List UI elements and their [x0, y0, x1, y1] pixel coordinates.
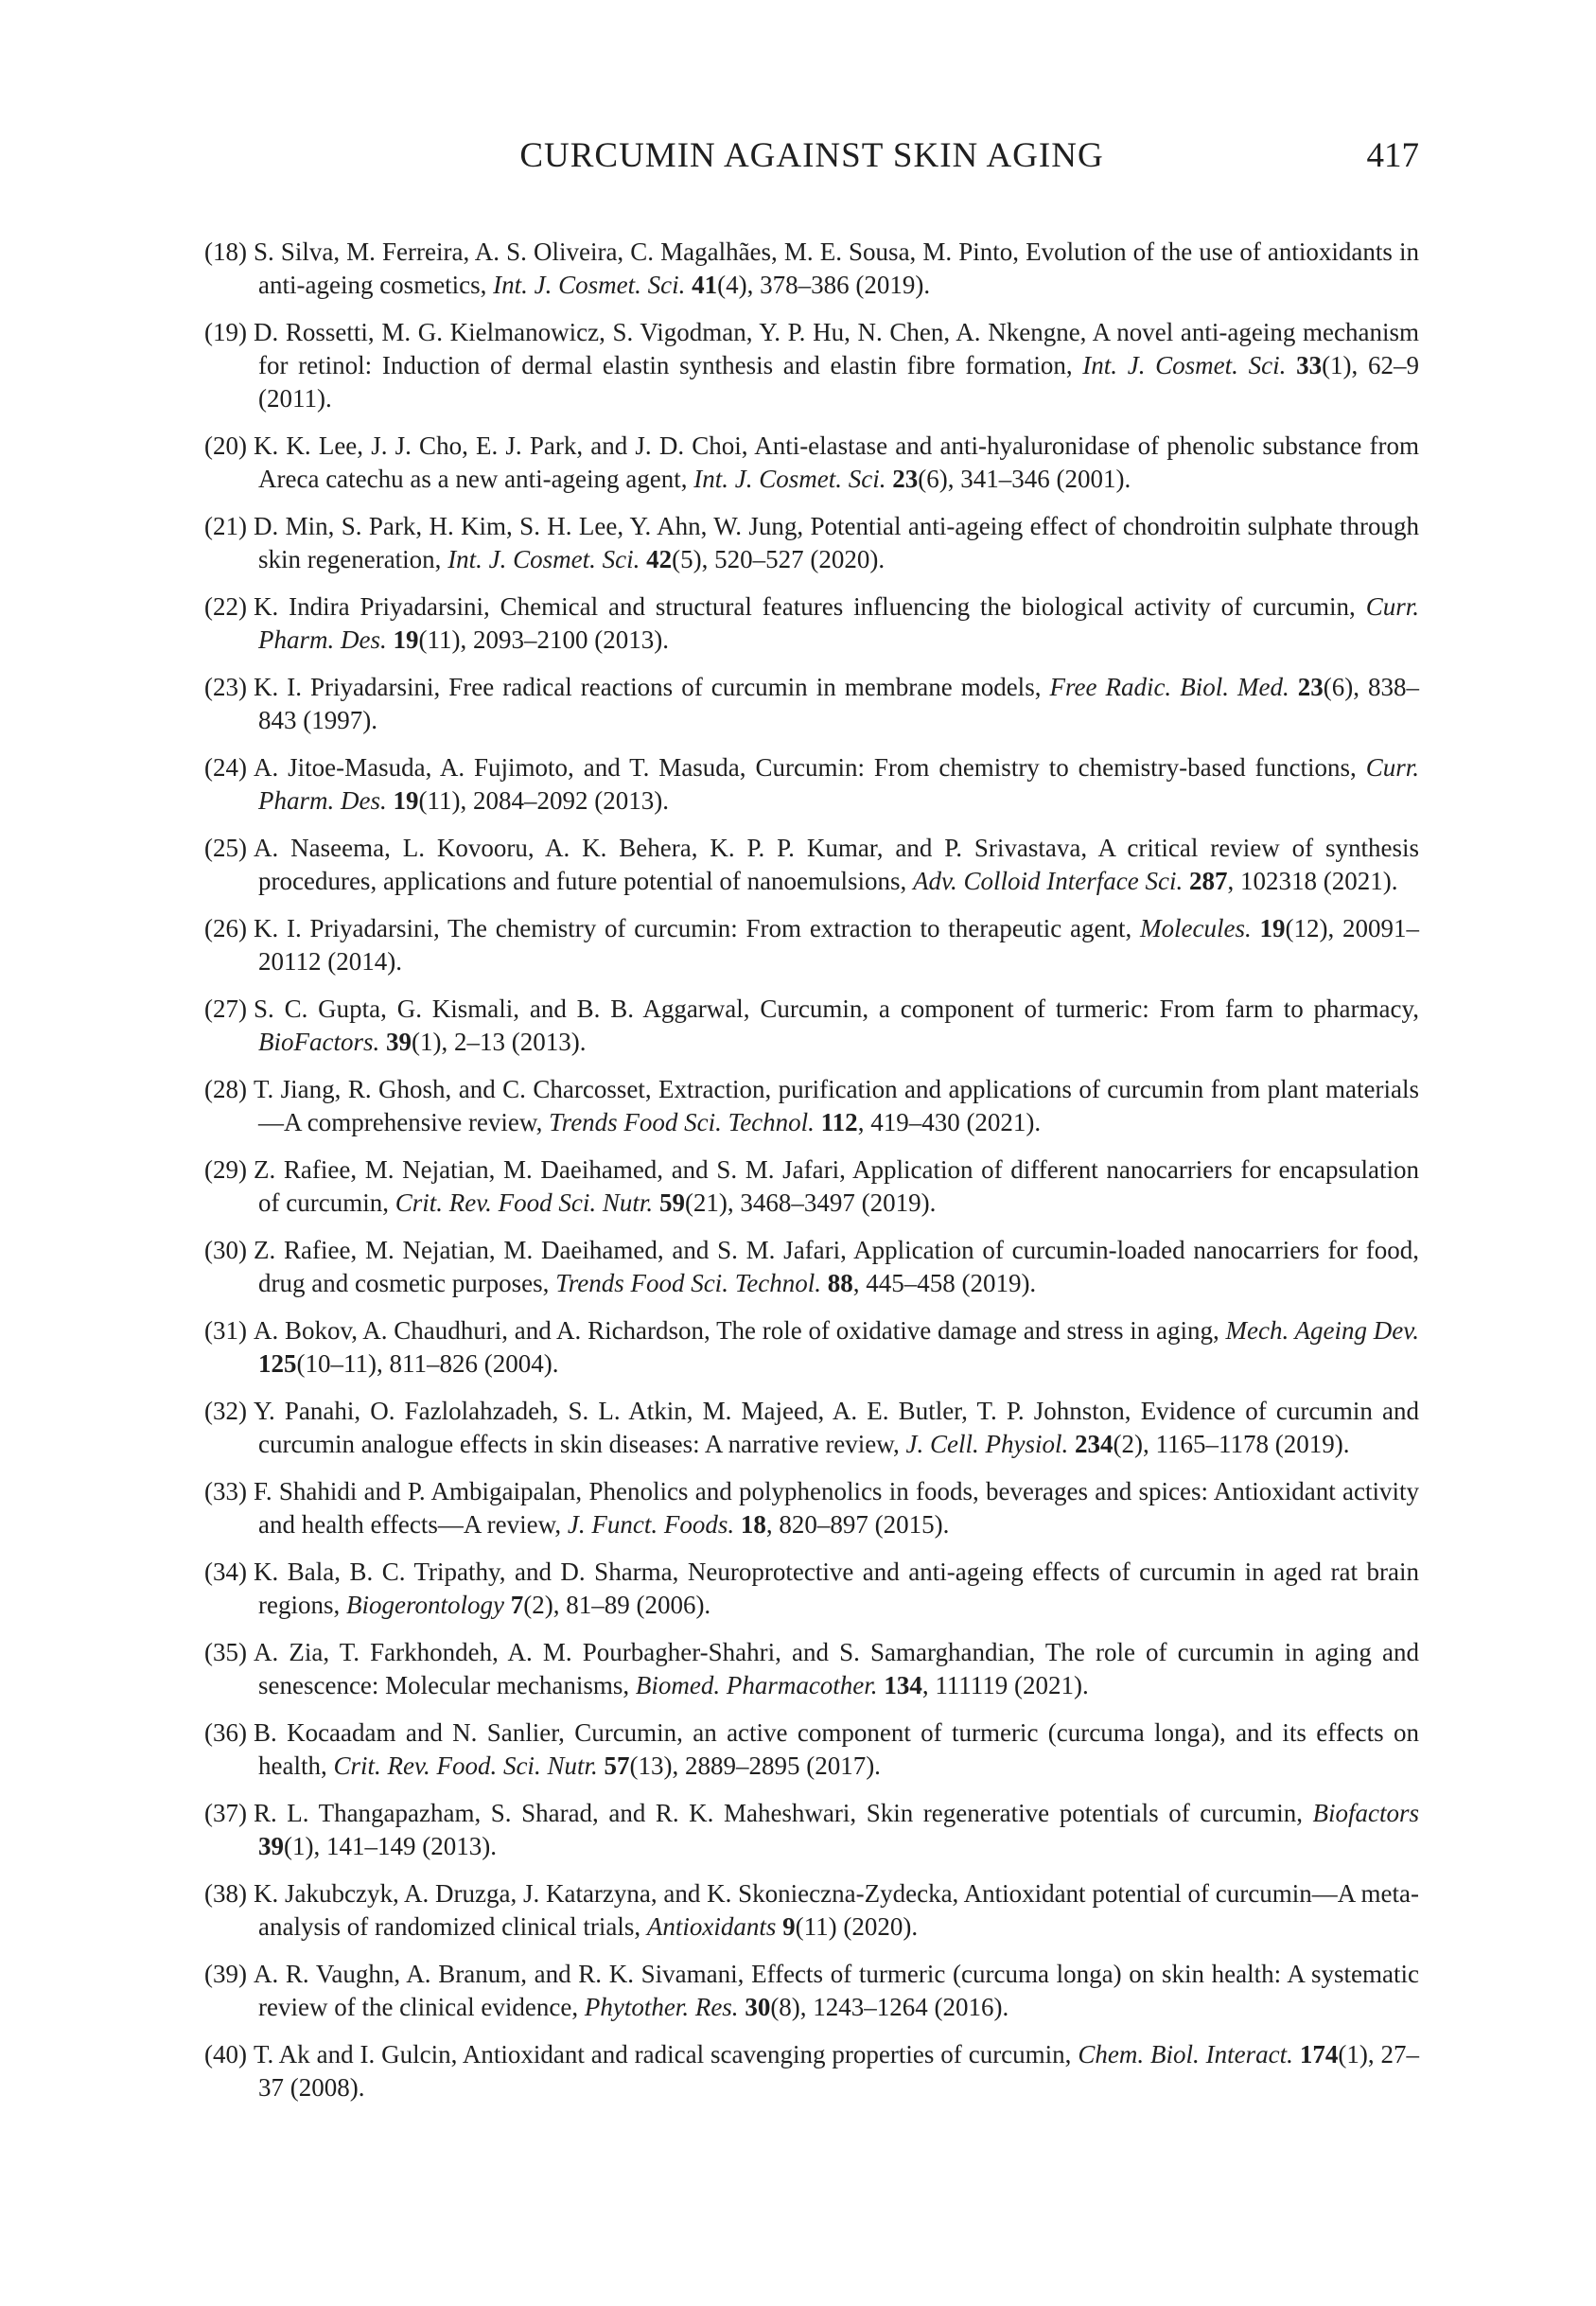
- reference-entry: [204, 2038, 1419, 2104]
- reference-text: [254, 1718, 1419, 1780]
- reference-text: [254, 1879, 1419, 1941]
- reference-authors-title: K. Bala, B. C. Tripathy, and D. Sharma, Neuroprotective and anti-ageing effects of curcumin in aged rat brain regions,: [253, 1558, 1419, 1619]
- journal-name: Chem. Biol. Interact.: [1078, 2040, 1293, 2068]
- journal-name: Trends Food Sci. Technol.: [549, 1108, 815, 1136]
- volume-number: 23: [892, 465, 919, 493]
- page-number: 417: [1366, 136, 1419, 175]
- journal-name: Adv. Colloid Interface Sci.: [913, 867, 1184, 895]
- reference-entry: [204, 510, 1419, 576]
- volume-number: 39: [386, 1028, 412, 1056]
- reference-pages-year: , 102318 (2021).: [1227, 867, 1398, 895]
- reference-entry: [204, 993, 1419, 1059]
- volume-number: 125: [258, 1349, 297, 1378]
- reference-pages-year: (6), 838–843 (1997).: [258, 673, 1419, 734]
- reference-entry: [204, 1395, 1419, 1461]
- reference-text: [254, 2040, 1419, 2102]
- journal-name: Curr. Pharm. Des.: [258, 753, 1419, 815]
- reference-pages-year: , 445–458 (2019).: [852, 1269, 1037, 1297]
- reference-text: [254, 914, 1419, 976]
- journal-name: Biofactors: [1312, 1799, 1419, 1827]
- reference-number: (29): [204, 1155, 247, 1184]
- reference-authors-title: A. R. Vaughn, A. Branum, and R. K. Sivamani, Effects of turmeric (curcuma longa) on skin health: A systematic review of the clinical evidence,: [253, 1960, 1419, 2021]
- reference-number: (24): [204, 753, 247, 782]
- reference-text: [254, 1799, 1419, 1860]
- reference-text: [254, 1638, 1419, 1699]
- reference-authors-title: A. Bokov, A. Chaudhuri, and A. Richardson, The role of oxidative damage and stress in aging,: [253, 1316, 1226, 1345]
- journal-name: Molecules.: [1140, 914, 1252, 942]
- reference-authors-title: R. L. Thangapazham, S. Sharad, and R. K. Maheshwari, Skin regenerative potentials of curcumin,: [253, 1799, 1313, 1827]
- journal-name: Mech. Ageing Dev.: [1225, 1316, 1419, 1345]
- reference-authors-title: A. Zia, T. Farkhondeh, A. M. Pourbagher-Shahri, and S. Samarghandian, The role of curcumin in aging and senescence: Molecular mechanisms,: [253, 1638, 1419, 1699]
- journal-name: Trends Food Sci. Technol.: [555, 1269, 821, 1297]
- reference-authors-title: A. Naseema, L. Kovooru, A. K. Behera, K. P. P. Kumar, and P. Srivastava, A critical review of synthesis procedures, applications and future potential of nanoemulsions,: [253, 834, 1419, 895]
- reference-text: [254, 1960, 1419, 2021]
- journal-name: Biomed. Pharmacother.: [635, 1671, 878, 1699]
- reference-pages-year: (11) (2020).: [795, 1912, 919, 1941]
- volume-number: 39: [258, 1832, 284, 1860]
- volume-number: 174: [1299, 2040, 1339, 2068]
- journal-name: Crit. Rev. Food. Sci. Nutr.: [333, 1752, 598, 1780]
- volume-number: 33: [1296, 351, 1323, 379]
- journal-name: Biogerontology: [345, 1591, 504, 1619]
- volume-number: 59: [658, 1188, 685, 1217]
- reference-authors-title: S. Silva, M. Ferreira, A. S. Oliveira, C. Magalhães, M. E. Sousa, M. Pinto, Evolution of the use of antioxidants in anti-ageing cosmetics,: [253, 238, 1419, 299]
- journal-name: Crit. Rev. Food Sci. Nutr.: [395, 1188, 654, 1217]
- reference-entry: [204, 1636, 1419, 1702]
- reference-number: (23): [204, 673, 247, 701]
- reference-number: (36): [204, 1718, 247, 1747]
- reference-number: (39): [204, 1960, 247, 1988]
- volume-number: 41: [692, 271, 718, 299]
- reference-text: [254, 834, 1419, 895]
- reference-number: (18): [204, 238, 247, 266]
- reference-text: [254, 995, 1419, 1056]
- reference-text: [254, 592, 1419, 654]
- reference-authors-title: Z. Rafiee, M. Nejatian, M. Daeihamed, and S. M. Jafari, Application of curcumin-loaded nanocarriers for food, drug and cosmetic purposes,: [253, 1236, 1419, 1297]
- running-head: CURCUMIN AGAINST SKIN AGING: [519, 136, 1104, 175]
- reference-number: (32): [204, 1397, 247, 1425]
- reference-pages-year: , 820–897 (2015).: [765, 1510, 950, 1539]
- reference-number: (35): [204, 1638, 247, 1666]
- reference-pages-year: (21), 3468–3497 (2019).: [684, 1188, 937, 1217]
- page-header: [204, 137, 1419, 175]
- reference-pages-year: (5), 520–527 (2020).: [672, 545, 886, 573]
- reference-entry: [204, 751, 1419, 818]
- reference-pages-year: (8), 1243–1264 (2016).: [770, 1993, 1009, 2021]
- reference-authors-title: D. Min, S. Park, H. Kim, S. H. Lee, Y. Ahn, W. Jung, Potential anti-ageing effect of chondroitin sulphate through skin regeneration,: [253, 512, 1419, 573]
- reference-number: (30): [204, 1236, 247, 1264]
- reference-number: (21): [204, 512, 247, 540]
- reference-pages-year: , 419–430 (2021).: [857, 1108, 1042, 1136]
- reference-entry: [204, 316, 1419, 415]
- reference-pages-year: (1), 141–149 (2013).: [284, 1832, 497, 1860]
- reference-text: [254, 318, 1419, 413]
- reference-entry: [204, 1073, 1419, 1139]
- reference-pages-year: (6), 341–346 (2001).: [918, 465, 1131, 493]
- reference-entry: [204, 1716, 1419, 1783]
- volume-number: 19: [393, 786, 419, 815]
- reference-authors-title: K. K. Lee, J. J. Cho, E. J. Park, and J. D. Choi, Anti-elastase and anti-hyaluronidase of phenolic substance from Areca catechu as a new anti-ageing agent,: [253, 431, 1419, 493]
- reference-text: [254, 1316, 1419, 1378]
- reference-number: (22): [204, 592, 247, 621]
- reference-text: [254, 1558, 1419, 1619]
- reference-pages-year: (12), 20091–20112 (2014).: [258, 914, 1420, 976]
- journal-name: J. Funct. Foods.: [567, 1510, 735, 1539]
- reference-authors-title: K. Indira Priyadarsini, Chemical and structural features influencing the biological activity of curcumin,: [253, 592, 1366, 621]
- reference-pages-year: (1), 27–37 (2008).: [258, 2040, 1420, 2102]
- reference-authors-title: A. Jitoe-Masuda, A. Fujimoto, and T. Masuda, Curcumin: From chemistry to chemistry-based functions,: [253, 753, 1366, 782]
- reference-entry: [204, 1234, 1419, 1300]
- reference-number: (27): [204, 995, 247, 1023]
- volume-number: 19: [1259, 914, 1286, 942]
- reference-authors-title: Y. Panahi, O. Fazlolahzadeh, S. L. Atkin, M. Majeed, A. E. Butler, T. P. Johnston, Evidence of curcumin and curcumin analogue effects in skin diseases: A narrative review,: [253, 1397, 1419, 1458]
- journal-name: Curr. Pharm. Des.: [258, 592, 1419, 654]
- reference-pages-year: (11), 2084–2092 (2013).: [418, 786, 669, 815]
- reference-authors-title: Z. Rafiee, M. Nejatian, M. Daeihamed, and S. M. Jafari, Application of different nanocarriers for encapsulation of curcumin,: [253, 1155, 1419, 1217]
- reference-number: (33): [204, 1477, 247, 1505]
- volume-number: 234: [1075, 1430, 1114, 1458]
- volume-number: 42: [646, 545, 673, 573]
- volume-number: 57: [604, 1752, 630, 1780]
- reference-entry: [204, 1314, 1419, 1381]
- reference-entry: [204, 236, 1419, 302]
- journal-name: Int. J. Cosmet. Sci.: [447, 545, 640, 573]
- reference-entry: [204, 671, 1419, 737]
- reference-authors-title: S. C. Gupta, G. Kismali, and B. B. Aggarwal, Curcumin, a component of turmeric: From farm to pharmacy,: [253, 995, 1419, 1023]
- reference-pages-year: (10–11), 811–826 (2004).: [296, 1349, 559, 1378]
- journal-name: BioFactors.: [258, 1028, 380, 1056]
- reference-text: [254, 431, 1419, 493]
- reference-entry: [204, 1475, 1419, 1541]
- reference-number: (26): [204, 914, 247, 942]
- volume-number: 9: [782, 1912, 796, 1941]
- reference-authors-title: K. Jakubczyk, A. Druzga, J. Katarzyna, and K. Skonieczna-Zydecka, Antioxidant potential of curcumin—A meta-analysis of randomized clinical trials,: [253, 1879, 1419, 1941]
- reference-entry: [204, 1797, 1419, 1863]
- journal-name: Int. J. Cosmet. Sci.: [693, 465, 886, 493]
- journal-name: Free Radic. Biol. Med.: [1049, 673, 1289, 701]
- journal-name: Int. J. Cosmet. Sci.: [1082, 351, 1287, 379]
- reference-entry: [204, 1877, 1419, 1944]
- reference-text: [254, 1236, 1419, 1297]
- volume-number: 18: [740, 1510, 766, 1539]
- reference-text: [254, 238, 1419, 299]
- reference-text: [254, 753, 1419, 815]
- journal-name: Phytother. Res.: [584, 1993, 739, 2021]
- reference-number: (20): [204, 431, 247, 460]
- journal-name: Antioxidants: [646, 1912, 777, 1941]
- volume-number: 23: [1297, 673, 1324, 701]
- reference-entry: [204, 430, 1419, 496]
- reference-pages-year: (13), 2889–2895 (2017).: [629, 1752, 881, 1780]
- reference-number: (28): [204, 1075, 247, 1103]
- reference-authors-title: T. Jiang, R. Ghosh, and C. Charcosset, Extraction, purification and applications of curcumin from plant materials—A comprehensive review,: [253, 1075, 1419, 1136]
- reference-list: [204, 236, 1419, 2104]
- reference-authors-title: K. I. Priyadarsini, The chemistry of curcumin: From extraction to therapeutic agent,: [253, 914, 1141, 942]
- volume-number: 134: [884, 1671, 922, 1699]
- volume-number: 112: [820, 1108, 858, 1136]
- reference-entry: [204, 1556, 1419, 1622]
- reference-entry: [204, 590, 1419, 657]
- volume-number: 30: [745, 1993, 771, 2021]
- volume-number: 19: [393, 625, 419, 654]
- reference-authors-title: T. Ak and I. Gulcin, Antioxidant and radical scavenging properties of curcumin,: [253, 2040, 1079, 2068]
- reference-pages-year: (2), 81–89 (2006).: [523, 1591, 711, 1619]
- reference-number: (37): [204, 1799, 247, 1827]
- reference-pages-year: (11), 2093–2100 (2013).: [418, 625, 669, 654]
- reference-authors-title: F. Shahidi and P. Ambigaipalan, Phenolics and polyphenolics in foods, beverages and spices: Antioxidant activity and health effects—A review,: [253, 1477, 1419, 1539]
- reference-number: (25): [204, 834, 247, 862]
- reference-text: [254, 1155, 1419, 1217]
- journal-name: J. Cell. Physiol.: [905, 1430, 1069, 1458]
- reference-authors-title: K. I. Priyadarsini, Free radical reactions of curcumin in membrane models,: [253, 673, 1050, 701]
- reference-text: [254, 1477, 1419, 1539]
- reference-pages-year: , 111119 (2021).: [921, 1671, 1089, 1699]
- reference-entry: [204, 1153, 1419, 1220]
- reference-authors-title: B. Kocaadam and N. Sanlier, Curcumin, an active component of turmeric (curcuma longa), and its effects on health,: [253, 1718, 1419, 1780]
- reference-text: [254, 512, 1419, 573]
- reference-entry: [204, 912, 1419, 978]
- reference-number: (38): [204, 1879, 247, 1908]
- reference-pages-year: (2), 1165–1178 (2019).: [1113, 1430, 1350, 1458]
- reference-entry: [204, 832, 1419, 898]
- reference-number: (40): [204, 2040, 247, 2068]
- journal-name: Int. J. Cosmet. Sci.: [493, 271, 686, 299]
- reference-pages-year: (1), 62–9 (2011).: [258, 351, 1419, 413]
- volume-number: 287: [1189, 867, 1228, 895]
- reference-number: (19): [204, 318, 247, 346]
- reference-entry: [204, 1958, 1419, 2024]
- reference-text: [254, 1075, 1419, 1136]
- reference-pages-year: (4), 378–386 (2019).: [717, 271, 931, 299]
- volume-number: 7: [510, 1591, 524, 1619]
- reference-number: (31): [204, 1316, 247, 1345]
- reference-number: (34): [204, 1558, 247, 1586]
- reference-authors-title: D. Rossetti, M. G. Kielmanowicz, S. Vigodman, Y. P. Hu, N. Chen, A. Nkengne, A novel anti-ageing mechanism for retinol: Induction of dermal elastin synthesis and elastin fibre formation,: [253, 318, 1419, 379]
- reference-text: [254, 1397, 1419, 1458]
- reference-text: [254, 673, 1419, 734]
- reference-pages-year: (1), 2–13 (2013).: [412, 1028, 587, 1056]
- volume-number: 88: [827, 1269, 853, 1297]
